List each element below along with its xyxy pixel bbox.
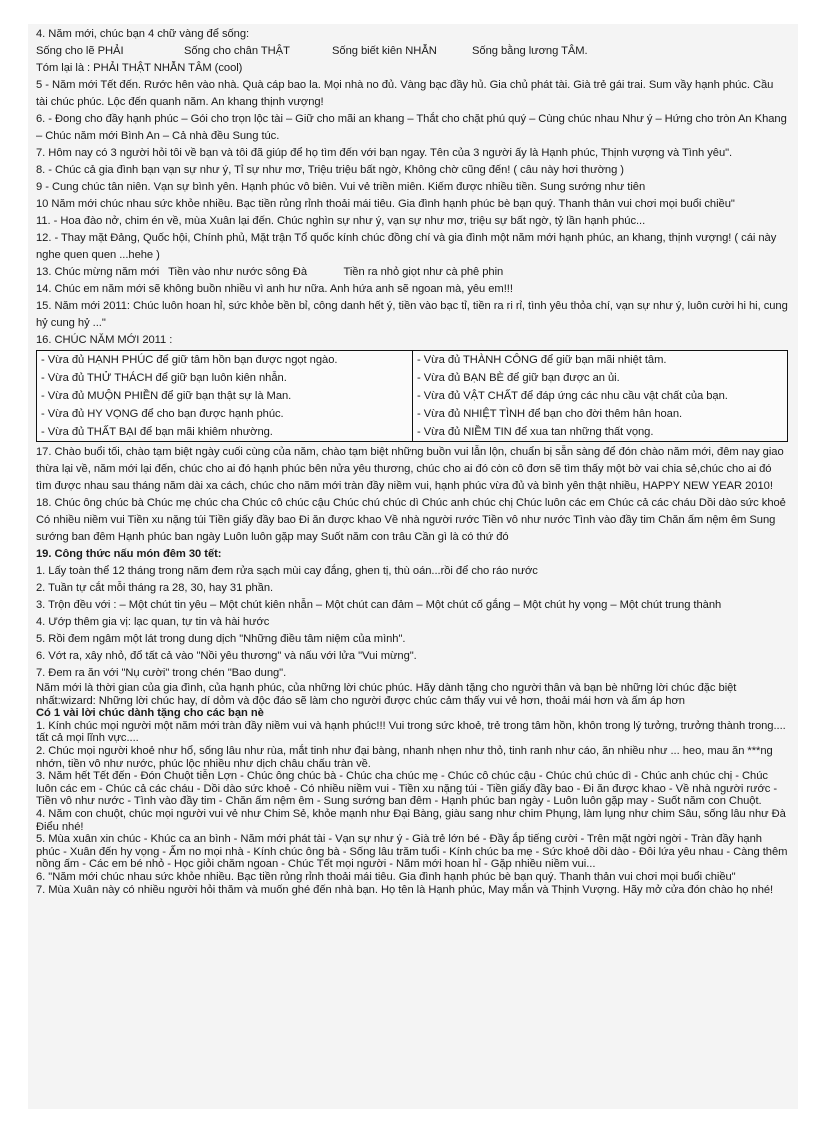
recipe-step: 4. Ướp thêm gia vị: lạc quan, tự tin và hài hước bbox=[36, 616, 270, 628]
wish-table-right-column bbox=[412, 351, 787, 441]
wish-table-cell: - Vừa đủ HẠNH PHÚC để giữ tâm hồn bạn được ngọt ngào. bbox=[41, 354, 338, 366]
wish-table-cell: - Vừa đủ VẬT CHẤT để đáp ứng các nhu cầu vật chất của bạn. bbox=[417, 390, 728, 402]
final-wish: 5. Mùa xuân xin chúc - Khúc ca an bình - Năm mới phát tài - Vạn sự như ý - Già trẻ lớn bé - Đầy ắp tiếng cười - Trên mặt ngời ngời - Tràn đầy hạnh phúc - Xuân đến hy vọng - Ấm no mọi nhà - Kính chúc ông bà - Sống lâu trăm tuổi - Kính chúc ba mẹ - Sức khoẻ dồi dào - Đôi lứa yêu nhau - Càng thêm nồng ấm - Các em bé nhỏ - Học giỏi chăm ngoan - Chúc Tết mọi người - Năm mới hoan hỉ - Gặp nhiều niềm vui... bbox=[36, 833, 788, 871]
wish-15: 15. Năm mới 2011: Chúc luôn hoan hỉ, sức khỏe bền bỉ, công danh hết ý, tiền vào bạc tỉ, tiền ra ri rỉ, tình yêu thỏa chí, vạn sự như ý, luôn cười hi hi, cung hỷ cung hỷ ..." bbox=[36, 300, 788, 329]
recipe-step: 5. Rồi đem ngâm một lát trong dung dịch "Những điều tâm niệm của mình". bbox=[36, 633, 406, 645]
wish-18: 18. Chúc ông chúc bà Chúc mẹ chúc cha Chúc cô chúc cậu Chúc chú chúc dì Chúc anh chúc chị Chúc luôn các em Chúc cả các cháu Dồi dào sức khoẻ Có nhiều niềm vui Tiền xu nặng túi Tiền giấy đầy bao Đi ăn được khao Về nhà người rước Tiền vô như nước Tình vào đầy tim Chăn ấm nệm êm Sung sướng ban đêm Hạnh phúc ban ngày Luôn luôn gặp may Suốt năm con trâu Cần gì là có thứ đó bbox=[36, 497, 786, 543]
intro-paragraph: Năm mới là thời gian của gia đình, của hạnh phúc, của những lời chúc phúc. Hãy dành tặng cho người thân và bạn bè những lời chúc đặc biệt nhất:wizard: Những lời chúc hay, dí dỏm và độc đáo sẽ làm cho người được chúc cảm thấy vui vẻ hơn, thoải mái hơn và ấm áp hơn bbox=[36, 682, 737, 707]
four-word-1: Sống cho lẽ PHẢI bbox=[36, 45, 124, 57]
wish-4-heading: 4. Năm mới, chúc bạn 4 chữ vàng để sống: bbox=[36, 28, 250, 40]
wish-11: 11. - Hoa đào nở, chim én về, mùa Xuân lại đến. Chúc nghìn sự như ý, vạn sự như mơ, triệu sự bất ngờ, tỷ lần hạnh phúc... bbox=[36, 215, 646, 227]
wish-table bbox=[36, 350, 788, 442]
wish-17: 17. Chào buổi tối, chào tạm biệt ngày cuối cùng của năm, chào tạm biệt những buồn vui lẫn lộn, chuẩn bị sẵn sàng để đón chào năm mới, đêm nay giao thừa lại về, năm mới lại đến, chúc cho ai đó hạnh phúc bên nửa yêu thương, chúc cho ai đó còn cô đơn sẽ tìm thấy một bờ vai chia sẻ,chúc cho ai đó tìm được nhau sau tháng năm dài xa cách, chúc cho năm mới tràn đầy niềm vui, hạnh phúc vừa đủ và bình yên thật nhiều, HAPPY NEW YEAR 2010! bbox=[36, 446, 784, 492]
wish-6: 6. - Đong cho đầy hạnh phúc – Gói cho trọn lộc tài – Giữ cho mãi an khang – Thắt cho chặt phú quý – Cùng chúc nhau Như ý – Hứng cho tròn An Khang – Chúc năm mới Bình An – Cả nhà đều Sung túc. bbox=[36, 113, 787, 142]
recipe-step: 2. Tuần tự cắt mỗi tháng ra 28, 30, hay 31 phần. bbox=[36, 582, 274, 594]
final-wish: 2. Chúc mọi người khoẻ như hổ, sống lâu như rùa, mắt tinh như đại bàng, nhanh nhẹn như thỏ, tinh ranh như cáo, ăn nhiều như ... heo, mau ăn ***ng nhớn, tiền vô như nước, phúc lộc nhiều như dịch châu chấu tràn về. bbox=[36, 744, 773, 770]
wish-table-cell: - Vừa đủ MUỘN PHIỀN để giữ bạn thật sự là Man. bbox=[41, 390, 292, 402]
wish-table-left-column bbox=[37, 351, 412, 441]
four-word-4: Sống bằng lương TÂM. bbox=[472, 45, 588, 57]
wish-table-cell: - Vừa đủ THÀNH CÔNG để giữ bạn mãi nhiệt tâm. bbox=[417, 354, 667, 366]
wish-table-cell: - Vừa đủ HY VỌNG để cho bạn được hạnh phúc. bbox=[41, 408, 284, 420]
wish-table-cell: - Vừa đủ THẤT BẠI để bạn mãi khiêm nhường. bbox=[41, 426, 273, 438]
wish-9: 9 - Cung chúc tân niên. Vạn sự bình yên. Hạnh phúc vô biên. Vui vẻ triền miên. Kiếm được nhiều tiền. Sung sướng như tiên bbox=[36, 181, 646, 193]
wish-16-heading: 16. CHÚC NĂM MỚI 2011 : bbox=[36, 334, 173, 346]
wish-5: 5 - Năm mới Tết đến. Rước hên vào nhà. Quà cáp bao la. Mọi nhà no đủ. Vàng bạc đầy hủ. Gia chủ phát tài. Già trẻ gái trai. Sum vầy hạnh phúc. Cầu tài chúc phúc. Lộc đến quanh năm. An khang thịnh vượng! bbox=[36, 79, 774, 108]
wish-10: 10 Năm mới chúc nhau sức khỏe nhiều. Bạc tiền rủng rỉnh thoải mái tiêu. Gia đình hạnh phúc bè bạn quý. Thanh thản vui chơi mọi buổi chiều" bbox=[36, 198, 735, 210]
final-wish: 1. Kính chúc mọi người một năm mới tràn đầy niềm vui và hạnh phúc!!! Vui trong sức khoẻ, trẻ trong tâm hồn, khôn trong lý tưởng, trưởng thành trong.... tất cả mọi lĩnh vực.... bbox=[36, 719, 786, 745]
recipe-title: 19. Công thức nấu món đêm 30 tết: bbox=[36, 548, 222, 560]
final-wish: 3. Năm hết Tết đến - Đón Chuột tiễn Lợn - Chúc ông chúc bà - Chúc cha chúc mẹ - Chúc cô chúc cậu - Chúc chú chúc dì - Chúc anh chúc chị - Chúc luôn các em - Chúc cả các cháu - Dồi dào sức khoẻ - Có nhiều niềm vui - Tiền xu nặng túi - Tiền giấy đầy bao - Đi ăn được khao - Về nhà người rước - Tiền vô như nước - Tình vào đầy tim - Chăn ấm nệm êm - Sung sướng ban đêm - Hạnh phúc ban ngày - Luôn luôn gặp may - Suốt năm con Chuột. bbox=[36, 770, 778, 808]
wish-table-cell: - Vừa đủ BẠN BÈ để giữ bạn được an ủi. bbox=[417, 372, 620, 384]
wish-table-cell: - Vừa đủ THỬ THÁCH để giữ bạn luôn kiên nhẫn. bbox=[41, 372, 287, 384]
wish-7: 7. Hôm nay có 3 người hỏi tôi về bạn và tôi đã giúp để họ tìm đến với bạn ngay. Tên của 3 người ấy là Hạnh phúc, Thịnh vượng và Tình yêu". bbox=[36, 147, 733, 159]
wish-14: 14. Chúc em năm mới sẽ không buồn nhiều vì anh hư nữa. Anh hứa anh sẽ ngoan mà, yêu em!!! bbox=[36, 283, 513, 295]
section-title: Có 1 vài lời chúc dành tặng cho các bạn nè bbox=[36, 707, 264, 720]
final-wish: 4. Năm con chuột, chúc mọi người vui vẻ như Chim Sẻ, khỏe mạnh như Đại Bàng, giàu sang như chim Phụng, làm lụng như chim Sâu, sống lâu như Đà Điểu nhé! bbox=[36, 807, 786, 833]
recipe-step: 6. Vớt ra, xây nhỏ, đổ tất cả vào "Nồi yêu thương" và nấu với lửa "Vui mừng". bbox=[36, 650, 417, 662]
four-word-2: Sống cho chân THẬT bbox=[184, 45, 290, 57]
final-wish: 6. "Năm mới chúc nhau sức khỏe nhiều. Bạc tiền rủng rỉnh thoải mái tiêu. Gia đình hạnh phúc bè bạn quý. Thanh thản vui chơi mọi buổi chiều" bbox=[36, 870, 736, 883]
four-word-3: Sống biết kiên NHẪN bbox=[332, 45, 437, 57]
recipe-step: 3. Trộn đều với : – Một chút tin yêu – Một chút kiên nhẫn – Một chút can đảm – Một chút cố gắng – Một chút hy vọng – Một chút trung thành bbox=[36, 599, 722, 611]
summary-line: Tóm lại là : PHẢI THẬT NHẪN TÂM (cool) bbox=[36, 62, 243, 74]
wish-13: 13. Chúc mừng năm mới Tiền vào như nước sông Đà Tiền ra nhỏ giọt như cà phê phin bbox=[36, 266, 504, 278]
recipe-step: 1. Lấy toàn thể 12 tháng trong năm đem rửa sạch mùi cay đắng, ghen tị, thù oán...rồi để cho ráo nước bbox=[36, 565, 538, 577]
recipe-step: 7. Đem ra ăn với "Nụ cười" trong chén "Bao dung". bbox=[36, 667, 287, 679]
document-body bbox=[36, 26, 788, 896]
wish-table-cell: - Vừa đủ NHIỆT TÌNH để bạn cho đời thêm hân hoan. bbox=[417, 408, 683, 420]
wish-12: 12. - Thay mặt Đảng, Quốc hội, Chính phủ, Mặt trận Tổ quốc kính chúc đồng chí và gia đình một năm mới hạnh phúc, an khang, thịnh vượng! ( cái này nghe quen quen ...hehe ) bbox=[36, 232, 777, 261]
four-words-row bbox=[36, 43, 788, 60]
wish-table-cell: - Vừa đủ NIỀM TIN để xua tan những thất vọng. bbox=[417, 426, 654, 438]
wish-8: 8. - Chúc cả gia đình bạn vạn sự như ý, Tỉ sự như mơ, Triệu triệu bất ngờ, Không chờ cũng đến! ( câu này hơi thường ) bbox=[36, 164, 624, 176]
final-wish: 7. Mùa Xuân này có nhiều người hỏi thăm và muốn ghé đến nhà bạn. Họ tên là Hạnh phúc, May mắn và Thịnh Vượng. Hãy mở cửa đón chào họ nhé! bbox=[36, 883, 774, 896]
final-section bbox=[36, 682, 788, 896]
